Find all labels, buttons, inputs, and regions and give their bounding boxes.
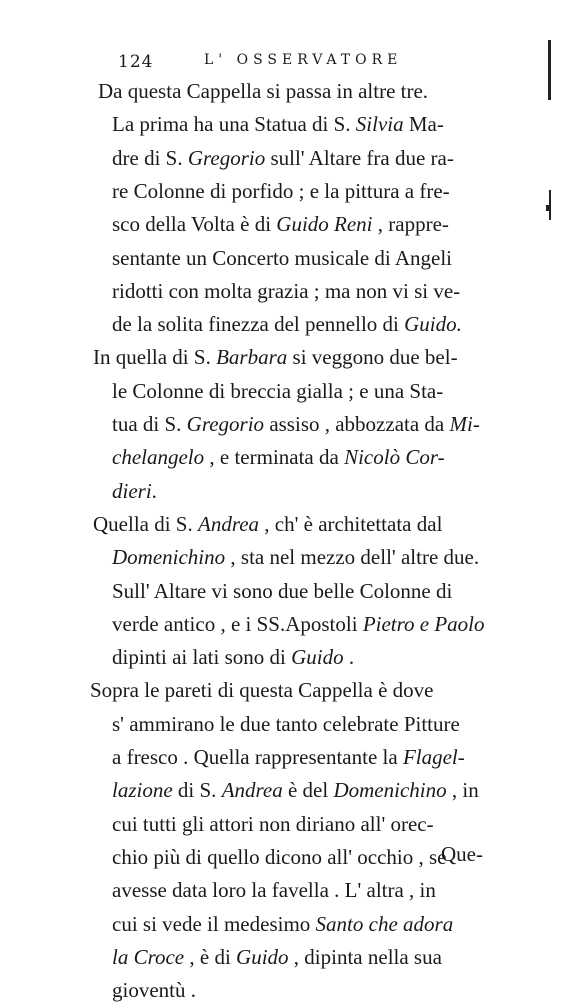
italic-run: Silvia: [355, 112, 404, 137]
text-run: Da questa Cappella si passa in altre tre.: [98, 79, 429, 103]
text-run: avesse data loro la favella . L' altra , in: [112, 878, 436, 903]
italic-run: Guido: [291, 645, 344, 670]
text-run: cui tutti gli attori non diriano all' orec-: [112, 811, 434, 836]
text-run: sull' Altare fra due ra-: [265, 145, 454, 170]
running-title: L' OSSERVATORE: [204, 52, 403, 68]
text-line: [112, 474, 157, 508]
text-line: [112, 141, 454, 175]
text-run: è del: [282, 778, 334, 803]
margin-mark: [546, 205, 550, 211]
text-run: , e terminata da: [204, 445, 345, 470]
italic-run: Guido Reni: [276, 212, 373, 237]
text-run: .: [151, 478, 157, 503]
italic-run: Gregorio: [187, 145, 266, 170]
text-line: [112, 440, 445, 474]
text-run: , rappre-: [372, 212, 449, 237]
text-run: re Colonne di porfido ; e la pittura a fre-: [112, 178, 450, 203]
text-run: .: [343, 645, 355, 670]
text-run: , dipinta nella sua: [288, 944, 442, 969]
text-line: [93, 507, 442, 541]
text-run: , in: [446, 778, 479, 803]
text-line: [112, 107, 444, 141]
text-run: In quella di S.: [93, 345, 217, 370]
text-run: verde antico , e i SS.Apostoli: [112, 611, 363, 636]
text-line: [112, 540, 479, 574]
text-line: [112, 274, 460, 308]
text-line: [112, 873, 436, 907]
text-run: sco della Volta è di: [112, 212, 277, 237]
text-run: assiso , abbozzata da: [264, 412, 450, 436]
text-line: [90, 673, 433, 707]
text-line: [112, 374, 443, 408]
text-run: Sull' Altare vi sono due belle Colonne di: [112, 578, 453, 603]
text-line: [112, 707, 460, 741]
text-line: [98, 74, 428, 108]
text-run: s' ammirano le due tanto celebrate Pitture: [112, 711, 460, 736]
italic-run: Guido.: [404, 312, 462, 337]
italic-run: lazione: [112, 778, 173, 803]
text-run: dipinti ai lati sono di: [112, 645, 292, 670]
italic-run: Pietro e Paolo: [362, 611, 485, 636]
text-line: [112, 973, 196, 1007]
text-line: [112, 574, 452, 608]
italic-run: Flagel-: [402, 745, 465, 769]
text-run: di S.: [172, 778, 222, 803]
text-line: [112, 907, 453, 941]
text-run: a fresco . Quella rappresentante la: [112, 745, 403, 769]
text-run: de la solita finezza del pennello di: [112, 312, 405, 337]
text-line: [112, 207, 449, 241]
text-run: ridotti con molta grazia ; ma non vi si ve-: [112, 278, 461, 303]
italic-run: Mi-: [449, 412, 480, 436]
text-run: tua di S.: [112, 412, 187, 436]
text-run: cui si vede il medesimo: [112, 911, 316, 936]
italic-run: Gregorio: [186, 412, 265, 436]
text-line: [112, 174, 450, 208]
italic-run: Santo che adora: [315, 911, 454, 936]
italic-run: Andrea: [221, 778, 283, 803]
page-number: 124: [118, 52, 154, 72]
text-run: , ch' è architettata dal: [259, 511, 443, 536]
italic-run: chelangelo: [112, 445, 205, 470]
text-run: gioventù .: [112, 978, 196, 1003]
text-line: [112, 740, 465, 774]
text-line: [112, 241, 452, 275]
text-run: Quella di S.: [93, 511, 198, 536]
italic-run: Domenichino: [112, 545, 226, 570]
text-line: [112, 840, 446, 874]
text-line: [112, 773, 479, 807]
text-line: [112, 940, 442, 974]
italic-run: Andrea: [198, 511, 260, 536]
italic-run: Guido: [236, 944, 289, 969]
text-run: si veggono due bel-: [287, 345, 458, 370]
text-run: Ma-: [403, 112, 444, 137]
text-run: , sta nel mezzo dell' altre due.: [225, 545, 480, 570]
italic-run: Barbara: [216, 345, 288, 370]
italic-run: la Croce: [112, 944, 185, 969]
text-line: [112, 807, 434, 841]
margin-mark: [548, 40, 551, 100]
text-line: [112, 607, 485, 641]
text-run: dre di S.: [112, 145, 188, 170]
catchword: Que-: [441, 842, 483, 866]
text-run: La prima ha una Statua di S.: [112, 112, 356, 137]
text-line: [93, 340, 458, 374]
italic-run: Domenichino: [333, 778, 447, 803]
text-run: Sopra le pareti di questa Cappella è dove: [90, 678, 434, 703]
italic-run: dieri: [112, 478, 152, 503]
text-line: [112, 407, 480, 441]
text-line: [112, 640, 354, 674]
italic-run: Nicolò Cor-: [344, 445, 445, 470]
text-line: [112, 307, 462, 341]
text-run: sentante un Concerto musicale di Angeli: [112, 245, 452, 270]
text-run: , è di: [184, 944, 237, 969]
text-run: chio più di quello dicono all' occhio , se: [112, 844, 447, 869]
text-run: le Colonne di breccia gialla ; e una Sta-: [112, 378, 444, 403]
